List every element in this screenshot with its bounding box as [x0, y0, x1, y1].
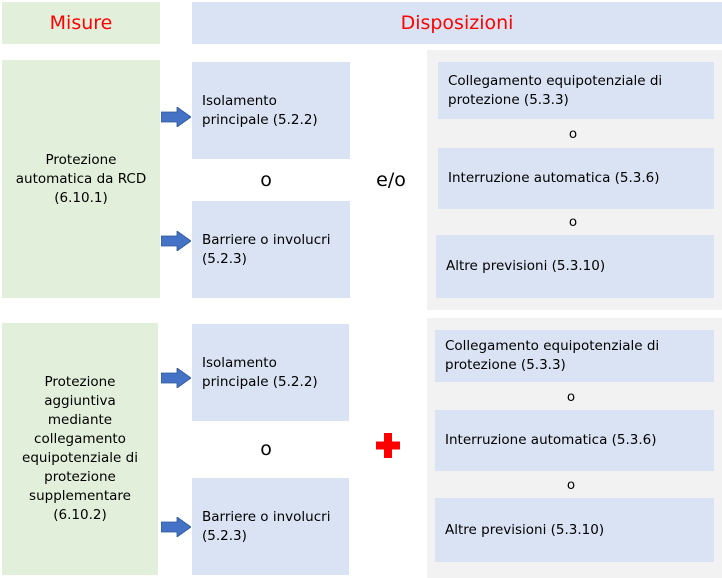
arrow-right-icon [161, 517, 191, 537]
or-label: o [568, 214, 578, 230]
or-label: o [260, 438, 272, 460]
previsione-interruzione: Interruzione automatica (5.3.6) [438, 148, 714, 209]
disposizione-isolamento: Isolamento principale (5.2.2) [192, 62, 350, 159]
previsione-collegamento: Collegamento equipotenziale di protezione (5.3.3) [438, 62, 714, 119]
disposizione-barriere: Barriere o involucri (5.2.3) [192, 201, 350, 298]
disposizione-isolamento: Isolamento principale (5.2.2) [192, 324, 349, 421]
or-label: o [566, 389, 576, 405]
misura-rcd: Protezione automatica da RCD (6.10.1) [2, 60, 160, 298]
and-or-label: e/o [376, 169, 406, 191]
header-disposizioni: Disposizioni [192, 2, 722, 44]
or-label: o [568, 126, 578, 142]
arrow-right-icon [161, 368, 191, 388]
arrow-right-icon [161, 231, 191, 251]
previsione-interruzione: Interruzione automatica (5.3.6) [435, 410, 714, 471]
plus-icon [376, 433, 400, 458]
misura-equipotenziale: Protezione aggiuntiva mediante collegamento equipotenziale di protezione supplementare (6.10.2) [2, 323, 158, 575]
previsione-collegamento: Collegamento equipotenziale di protezione (5.3.3) [435, 330, 714, 382]
or-label: o [260, 169, 272, 191]
previsione-altre: Altre previsioni (5.3.10) [435, 498, 714, 562]
header-misure: Misure [2, 2, 160, 44]
disposizione-barriere: Barriere o involucri (5.2.3) [192, 478, 349, 575]
arrow-right-icon [161, 107, 191, 127]
previsione-altre: Altre previsioni (5.3.10) [436, 235, 714, 298]
or-label: o [566, 477, 576, 493]
